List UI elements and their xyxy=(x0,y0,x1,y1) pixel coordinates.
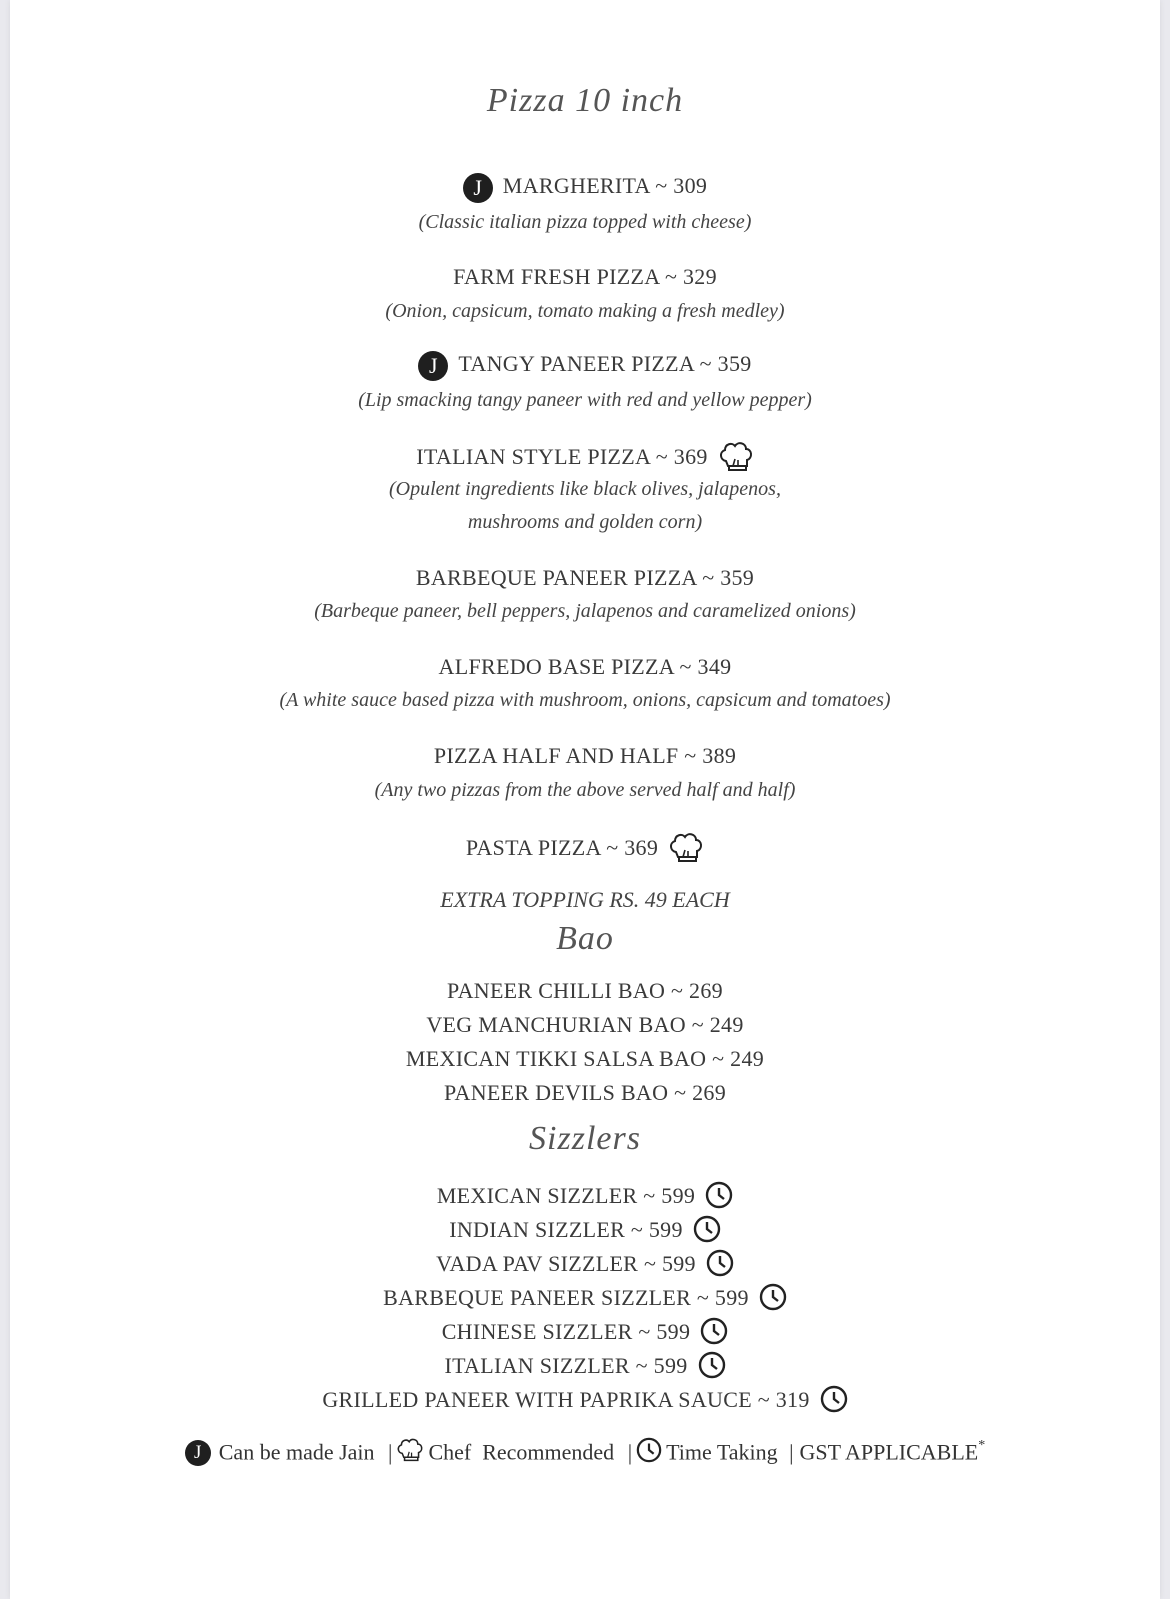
menu-item-sizzler xyxy=(10,1317,1160,1351)
legend-separator: | xyxy=(789,1439,794,1465)
item-name: ITALIAN SIZZLER ~ 599 xyxy=(444,1353,688,1379)
item-name: VADA PAV SIZZLER ~ 599 xyxy=(436,1251,696,1277)
menu-item-alfredo xyxy=(10,654,1160,680)
legend-jain-label: Can be made Jain xyxy=(218,1439,375,1465)
clock-icon xyxy=(700,1317,728,1351)
item-name: PIZZA HALF AND HALF ~ 389 xyxy=(433,743,737,768)
legend-separator: | xyxy=(388,1439,393,1465)
legend-gst-label: GST APPLICABLE xyxy=(799,1439,979,1465)
jain-badge-icon: J xyxy=(418,351,448,381)
clock-icon xyxy=(698,1351,726,1385)
menu-item-tangy-paneer xyxy=(10,351,1160,381)
menu-item-bao: PANEER DEVILS BAO ~ 269 xyxy=(443,1080,726,1105)
item-name: INDIAN SIZZLER ~ 599 xyxy=(449,1217,683,1243)
bao-section-title: Bao xyxy=(556,920,614,957)
item-name: CHINESE SIZZLER ~ 599 xyxy=(441,1319,691,1345)
jain-badge-icon: J xyxy=(463,173,493,203)
menu-item-sizzler xyxy=(10,1249,1160,1283)
item-name: ITALIAN STYLE PIZZA ~ 369 xyxy=(416,444,708,470)
legend-time-label: Time Taking xyxy=(666,1439,778,1465)
chef-hat-icon xyxy=(668,830,704,870)
pizza-section-title: Pizza 10 inch xyxy=(486,82,684,119)
menu-item-barbeque-paneer xyxy=(10,565,1160,591)
legend xyxy=(10,1436,1160,1469)
item-name: PASTA PIZZA ~ 369 xyxy=(465,835,659,861)
item-description-line2: mushrooms and golden corn) xyxy=(467,511,703,533)
legend-separator: | xyxy=(627,1439,633,1465)
menu-item-italian-style xyxy=(10,439,1160,479)
clock-icon xyxy=(693,1215,721,1249)
item-description: (Onion, capsicum, tomato making a fresh medley) xyxy=(385,300,785,322)
clock-icon xyxy=(636,1437,662,1469)
jain-badge-icon: J xyxy=(185,1440,211,1466)
item-name: MARGHERITA ~ 309 xyxy=(502,173,708,199)
menu-item-sizzler xyxy=(10,1283,1160,1317)
item-description: (Lip smacking tangy paneer with red and yellow pepper) xyxy=(358,389,812,411)
menu-item-bao: MEXICAN TIKKI SALSA BAO ~ 249 xyxy=(405,1046,765,1071)
menu-item-farm-fresh xyxy=(10,264,1160,290)
item-description: (Classic italian pizza topped with cheese) xyxy=(418,211,752,233)
chef-hat-icon xyxy=(718,439,754,479)
clock-icon xyxy=(820,1385,848,1419)
clock-icon xyxy=(759,1283,787,1317)
legend-chef-label: Chef Recommended xyxy=(428,1439,615,1465)
chef-hat-icon xyxy=(396,1436,424,1469)
item-name: GRILLED PANEER WITH PAPRIKA SAUCE ~ 319 xyxy=(322,1387,810,1413)
extra-topping-note: EXTRA TOPPING RS. 49 EACH xyxy=(440,887,730,912)
menu-item-sizzler xyxy=(10,1385,1160,1419)
sizzlers-section-title: Sizzlers xyxy=(529,1120,641,1157)
menu-item-pasta-pizza xyxy=(10,830,1160,870)
item-description: (A white sauce based pizza with mushroom, onions, capsicum and tomatoes) xyxy=(279,689,891,711)
menu-item-sizzler xyxy=(10,1351,1160,1385)
menu-item-bao: PANEER CHILLI BAO ~ 269 xyxy=(447,978,723,1003)
menu-item-sizzler xyxy=(10,1181,1160,1215)
menu-item-bao: VEG MANCHURIAN BAO ~ 249 xyxy=(426,1012,744,1037)
menu-page xyxy=(10,0,1160,1599)
menu-item-sizzler xyxy=(10,1215,1160,1249)
item-description: (Any two pizzas from the above served half and half) xyxy=(374,779,796,801)
item-name: FARM FRESH PIZZA ~ 329 xyxy=(453,264,717,289)
item-name: BARBEQUE PANEER PIZZA ~ 359 xyxy=(415,565,755,590)
item-description: (Opulent ingredients like black olives, jalapenos, xyxy=(389,478,781,500)
item-name: MEXICAN SIZZLER ~ 599 xyxy=(436,1183,696,1209)
item-name: ALFREDO BASE PIZZA ~ 349 xyxy=(438,654,732,679)
item-name: BARBEQUE PANEER SIZZLER ~ 599 xyxy=(383,1285,749,1311)
menu-item-margherita xyxy=(10,173,1160,203)
clock-icon xyxy=(706,1249,734,1283)
clock-icon xyxy=(705,1181,733,1215)
gst-asterisk: * xyxy=(978,1438,986,1454)
item-name: TANGY PANEER PIZZA ~ 359 xyxy=(458,351,752,377)
menu-item-half-and-half xyxy=(10,743,1160,769)
item-description: (Barbeque paneer, bell peppers, jalapenos and caramelized onions) xyxy=(314,600,856,622)
